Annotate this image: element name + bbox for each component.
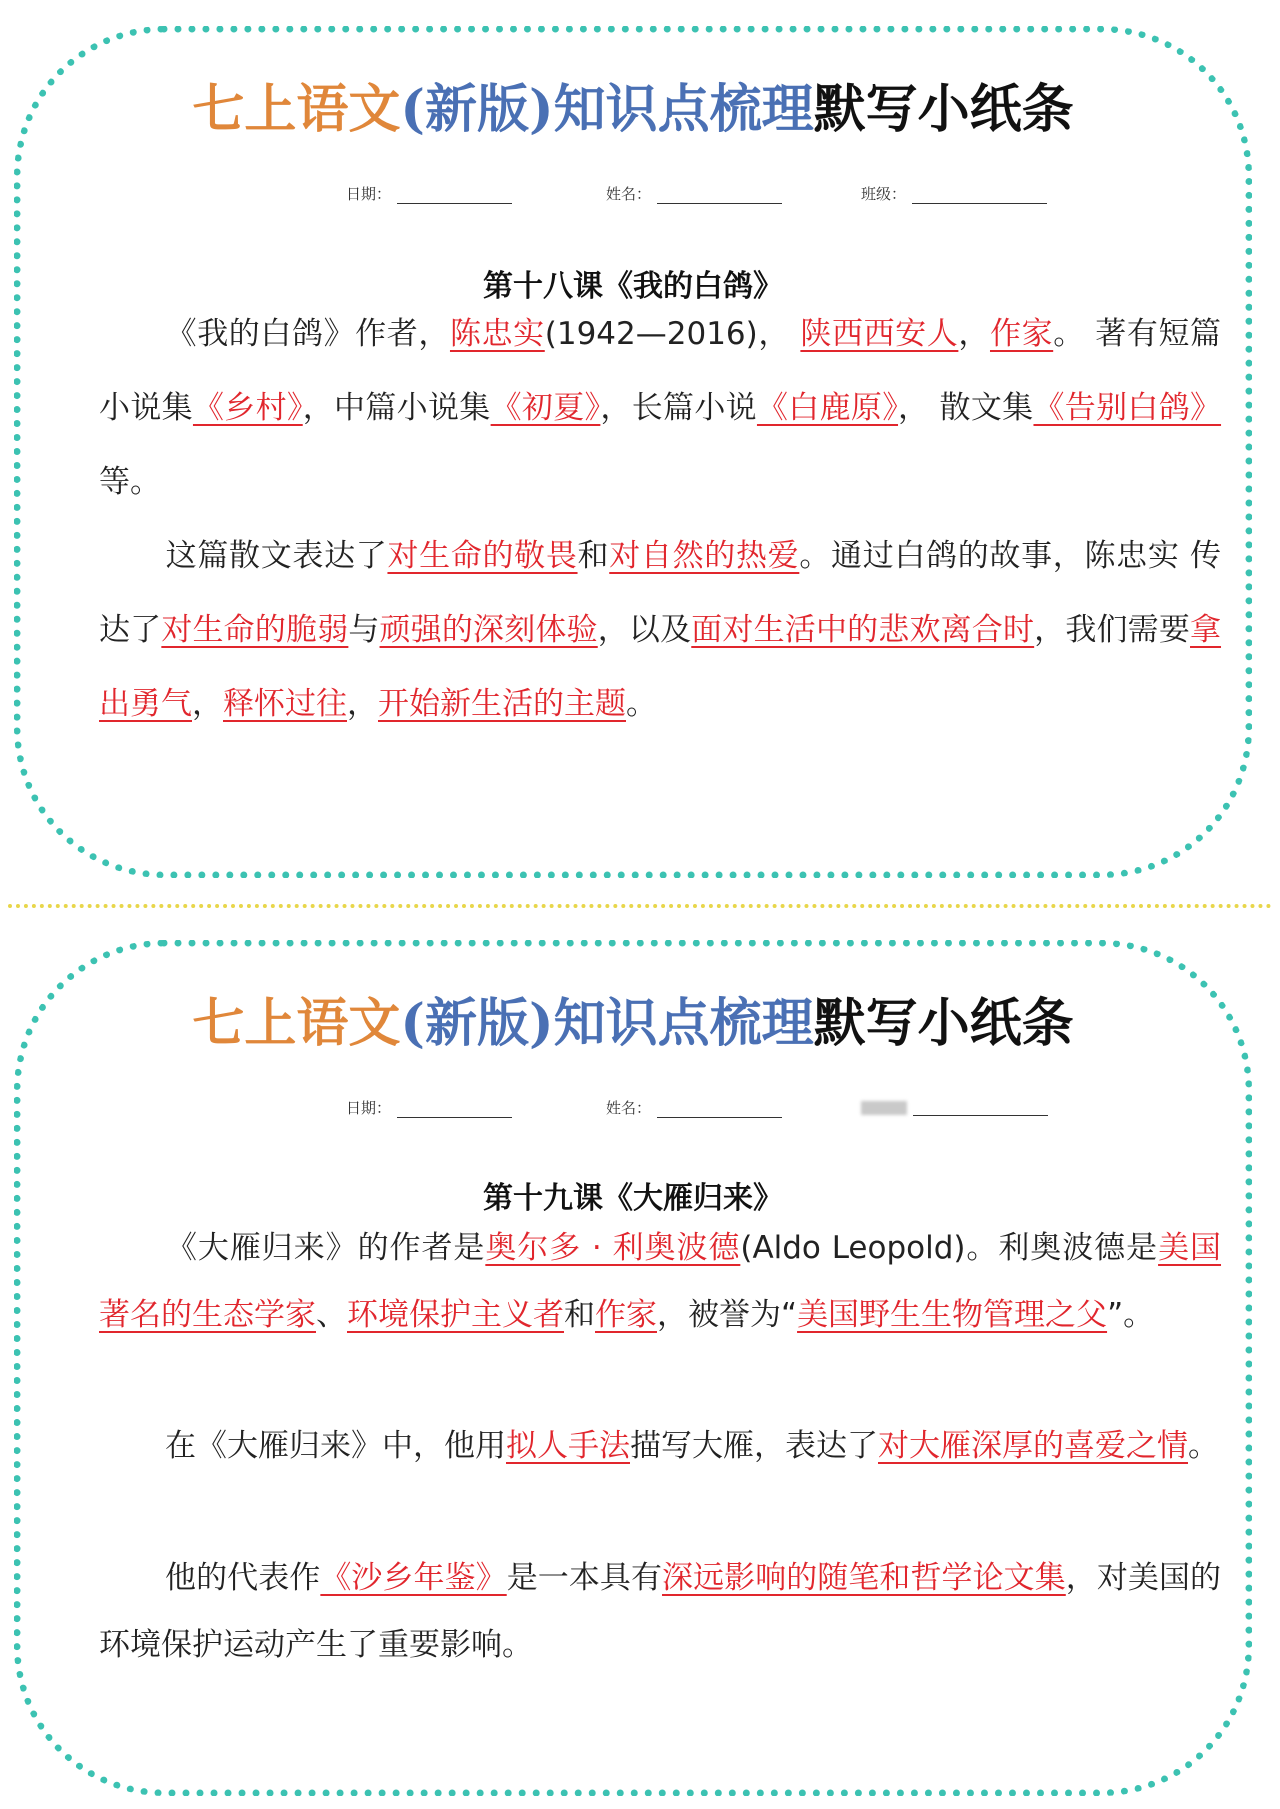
text-segment: 、: [316, 1297, 347, 1333]
text-segment: 他的代表作: [165, 1560, 321, 1596]
name-blank: [657, 1099, 782, 1118]
text-segment: ，被誉为“: [657, 1297, 798, 1333]
answer: 拟人手法: [506, 1428, 630, 1464]
title-part-3: 默写小纸条: [813, 993, 1074, 1054]
answer: 《告别白鸽》: [1033, 390, 1222, 426]
answer: 对自然的热爱: [609, 538, 800, 574]
name-label: 姓名：: [606, 1099, 652, 1117]
paragraph-author: [99, 1215, 1221, 1349]
title-part-2: (新版)知识点梳理: [400, 993, 814, 1054]
answer: 《白鹿原》: [756, 390, 899, 426]
text-segment: (Aldo Leopold)。利奥波德是: [740, 1230, 1159, 1266]
answer: 《沙乡年鉴》: [320, 1560, 507, 1596]
text-segment: ，中篇小说集: [302, 390, 491, 426]
note-card-lesson-18: [14, 26, 1252, 878]
text-segment: 和: [577, 538, 610, 574]
class-field: [861, 183, 1047, 204]
paragraph-technique: [99, 1413, 1221, 1480]
lesson-title: 第十九课《大雁归来》: [483, 1181, 783, 1216]
text-segment: 描写大雁，表达了: [630, 1428, 878, 1464]
paragraph-author: [99, 297, 1221, 519]
dotted-separator: [8, 904, 1272, 908]
date-blank: [397, 1099, 512, 1118]
answer: 环境保护主义者: [347, 1297, 564, 1333]
text-segment: 是一本具有: [506, 1560, 663, 1596]
lesson-title: 第十八课《我的白鸽》: [483, 269, 783, 304]
answer: 奥尔多 · 利奥波德: [485, 1230, 741, 1266]
answer: 开始新生活的主题: [378, 686, 626, 722]
title-part-2: (新版)知识点梳理: [400, 79, 814, 140]
answer: 对生命的敬畏: [387, 538, 578, 574]
name-field: [606, 1097, 782, 1118]
text-segment: ，长篇小说: [600, 390, 757, 426]
answer: 《乡村》: [192, 390, 303, 426]
answer: 对大雁深厚的喜爱之情: [878, 1428, 1188, 1464]
text-segment: 与: [348, 612, 380, 648]
note-card-lesson-19: [14, 940, 1252, 1796]
date-field: [346, 1097, 512, 1118]
info-row: [21, 1097, 1245, 1121]
text-segment: 在《大雁归来》中，他用: [165, 1428, 506, 1464]
title-part-1: 七上语文: [192, 79, 401, 140]
title-part-1: 七上语文: [192, 993, 401, 1054]
date-label: 日期：: [346, 185, 392, 203]
info-row: [21, 183, 1245, 207]
answer: 陈忠实: [449, 316, 545, 352]
blurred-label: [861, 1101, 907, 1115]
text-segment: ”。: [1107, 1297, 1155, 1333]
class-field: [861, 1097, 1048, 1116]
page-title: [21, 991, 1245, 1057]
answer: 拿出勇气: [99, 612, 1222, 722]
text-segment: 。: [626, 686, 657, 722]
name-blank: [657, 185, 782, 204]
text-segment: ，: [192, 686, 223, 722]
answer: 美国著名的生态学家: [99, 1230, 1222, 1333]
answer: 面对生活中的悲欢离合时: [691, 612, 1035, 648]
text-segment: 。通过白鸽的故事，陈忠实 传达了: [99, 538, 1222, 648]
answer: 对生命的脆弱: [161, 612, 349, 648]
answer: 作家: [989, 316, 1054, 352]
paragraph-works: [99, 1545, 1221, 1679]
date-field: [346, 183, 512, 204]
text-segment: 。 著有短篇小说集: [99, 316, 1222, 426]
answer: 释怀过往: [223, 686, 347, 722]
answer: 深远影响的随笔和哲学论文集: [662, 1560, 1066, 1596]
text-segment: (1942—2016)，: [544, 316, 801, 352]
answer: 陕西西安人: [800, 316, 959, 352]
text-segment: 。: [1188, 1428, 1219, 1464]
answer: 作家: [595, 1297, 657, 1333]
text-segment: 《大雁归来》的作者是: [165, 1230, 486, 1266]
text-segment: ， 散文集: [898, 390, 1034, 426]
date-blank: [397, 185, 512, 204]
text-segment: ，: [347, 686, 378, 722]
answer: 美国野生生物管理之父: [797, 1297, 1108, 1333]
text-segment: 《我的白鸽》作者，: [165, 316, 450, 352]
text-segment: ，对美国的环境保护运动产生了重要影响。: [99, 1560, 1222, 1663]
text-segment: 等。: [99, 464, 161, 500]
class-label: 班级：: [861, 185, 907, 203]
date-label: 日期：: [346, 1099, 392, 1117]
name-field: [606, 183, 782, 204]
answer: 顽强的深刻体验: [379, 612, 598, 648]
page-title: [21, 77, 1245, 143]
class-blank: [912, 185, 1047, 204]
answer: 《初夏》: [490, 390, 601, 426]
name-label: 姓名：: [606, 185, 652, 203]
text-segment: 和: [564, 1297, 595, 1333]
paragraph-theme: [99, 519, 1221, 741]
text-segment: ，以及: [597, 612, 692, 648]
text-segment: ，我们需要: [1034, 612, 1191, 648]
class-blank: [913, 1097, 1048, 1116]
text-segment: 这篇散文表达了: [165, 538, 388, 574]
text-segment: ，: [958, 316, 990, 352]
title-part-3: 默写小纸条: [813, 79, 1074, 140]
